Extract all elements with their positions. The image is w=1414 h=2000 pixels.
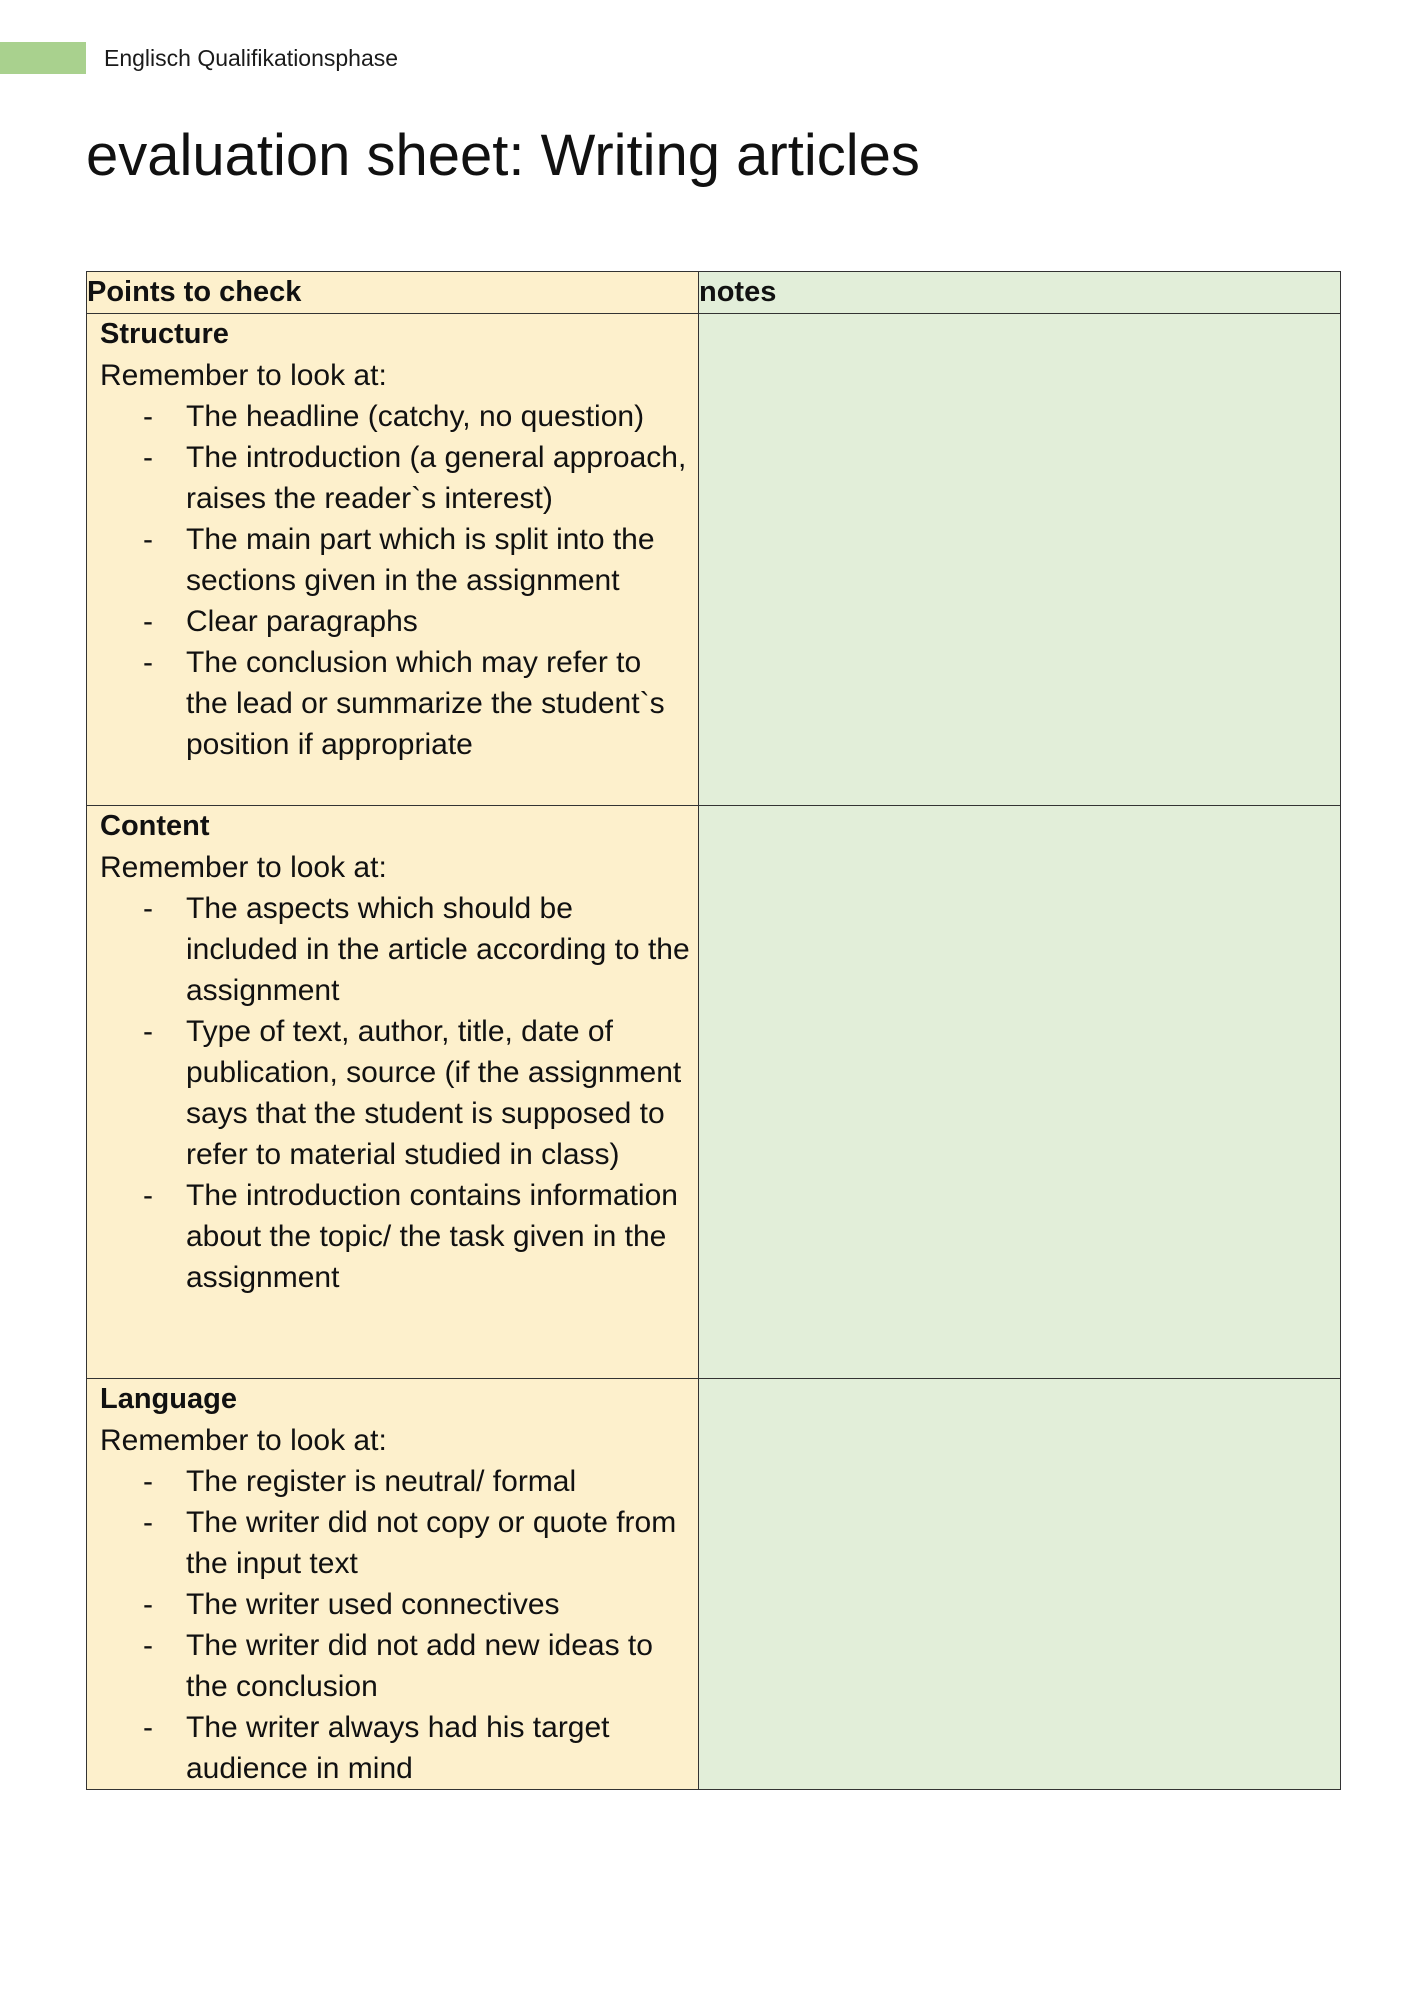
evaluation-table	[86, 271, 1341, 1790]
column-header-notes: notes	[699, 272, 1341, 314]
points-cell-language	[87, 1379, 699, 1790]
notes-cell-structure[interactable]	[699, 314, 1341, 806]
list-item: - The main part which is split into the sections given in the assignment	[143, 523, 655, 597]
header-accent-bar	[0, 42, 86, 74]
page-title: evaluation sheet: Writing articles	[86, 123, 920, 188]
checklist-structure	[100, 396, 690, 765]
section-title-content: Content	[100, 810, 210, 842]
table-row-structure	[87, 314, 1341, 806]
list-item: - Clear paragraphs	[143, 605, 418, 638]
list-item: - The writer used connectives	[143, 1588, 560, 1621]
list-item: - The introduction (a general approach, raises the reader`s interest)	[143, 441, 687, 515]
table-row-content	[87, 806, 1341, 1379]
section-title-structure: Structure	[100, 318, 229, 350]
column-header-points: Points to check	[87, 272, 699, 314]
list-item: - Type of text, author, title, date of publication, source (if the assignment says that the student is supposed to refer to material studied in class)	[143, 1015, 682, 1171]
list-item: - The register is neutral/ formal	[143, 1465, 577, 1498]
list-item: - The introduction contains information about the topic/ the task given in the assignment	[143, 1179, 678, 1294]
list-item: - The headline (catchy, no question)	[143, 400, 645, 433]
list-item: - The aspects which should be included in the article according to the assignment	[143, 892, 690, 1007]
list-item: - The writer did not add new ideas to the conclusion	[143, 1629, 653, 1703]
subject-label: Englisch Qualifikationsphase	[104, 45, 399, 71]
notes-cell-content[interactable]	[699, 806, 1341, 1379]
points-cell-structure	[87, 314, 699, 806]
checklist-language	[100, 1461, 690, 1789]
points-cell-content	[87, 806, 699, 1379]
checklist-content	[100, 888, 690, 1298]
table-header-row	[87, 272, 1341, 314]
list-item: - The writer did not copy or quote from the input text	[143, 1506, 677, 1580]
list-item: - The conclusion which may refer to the lead or summarize the student`s position if appropriate	[143, 646, 665, 761]
table-row-language	[87, 1379, 1341, 1790]
section-intro: Remember to look at:	[100, 359, 387, 392]
section-intro: Remember to look at:	[100, 851, 387, 884]
list-item: - The writer always had his target audience in mind	[143, 1711, 610, 1785]
section-title-language: Language	[100, 1383, 237, 1415]
notes-cell-language[interactable]	[699, 1379, 1341, 1790]
section-intro: Remember to look at:	[100, 1424, 387, 1457]
